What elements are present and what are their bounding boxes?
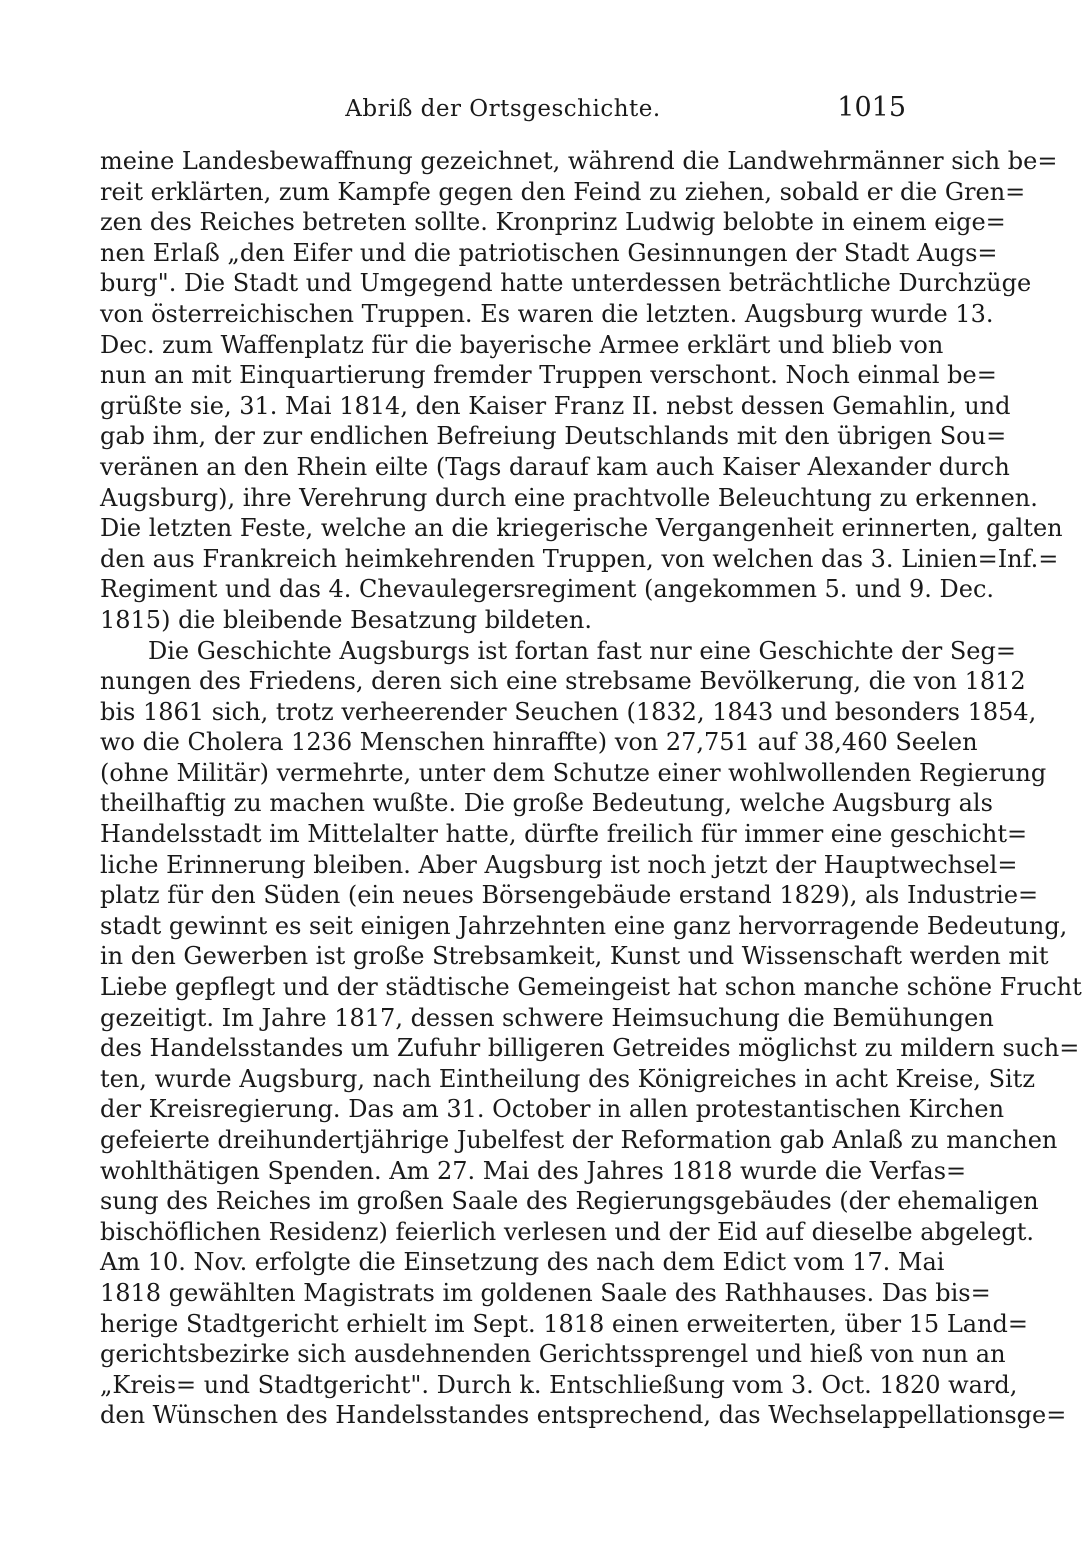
page-number: 1015 [837, 92, 906, 123]
text-line: grüßte sie, 31. Mai 1814, den Kaiser Franz II. nebst dessen Gemahlin, und [100, 391, 1011, 420]
text-line: bis 1861 sich, trotz verheerender Seuchen (1832, 1843 und besonders 1854, [100, 697, 1037, 726]
text-line: Liebe gepflegt und der städtische Gemeingeist hat schon manche schöne Frucht [100, 973, 1082, 1002]
text-line: 1815) die bleibende Besatzung bildeten. [100, 605, 592, 634]
text-line: bischöflichen Residenz) feierlich verlesen und der Eid auf dieselbe abgelegt. [100, 1217, 1034, 1246]
text-line: in den Gewerben ist große Strebsamkeit, Kunst und Wissenschaft werden mit [100, 942, 1049, 971]
text-line: zen des Reiches betreten sollte. Kronprinz Ludwig belobte in einem eige= [100, 208, 1006, 237]
text-line: (ohne Militär) vermehrte, unter dem Schutze einer wohlwollenden Regierung [100, 758, 1047, 787]
text-line: den Wünschen des Handelsstandes entsprechend, das Wechselappellationsge= [100, 1401, 1067, 1430]
text-line: Augsburg), ihre Verehrung durch eine prachtvolle Beleuchtung zu erkennen. [100, 483, 1038, 512]
text-line: Handelsstadt im Mittelalter hatte, dürfte freilich für immer eine geschicht= [100, 820, 1028, 849]
running-head [100, 92, 906, 132]
text-line: liche Erinnerung bleiben. Aber Augsburg ist noch jetzt der Hauptwechsel= [100, 850, 1018, 879]
text-line: nen Erlaß „den Eifer und die patriotischen Gesinnungen der Stadt Augs= [100, 238, 998, 267]
text-line: nun an mit Einquartierung fremder Truppen verschont. Noch einmal be= [100, 361, 997, 390]
text-line: veränen an den Rhein eilte (Tags darauf kam auch Kaiser Alexander durch [100, 452, 1010, 481]
text-line: theilhaftig zu machen wußte. Die große Bedeutung, welche Augsburg als [100, 789, 993, 818]
text-line: gerichtsbezirke sich ausdehnenden Gerichtssprengel und hieß von nun an [100, 1340, 1006, 1369]
text-line: des Handelsstandes um Zufuhr billigeren Getreides möglichst zu mildern such= [100, 1034, 1080, 1063]
text-line: von österreichischen Truppen. Es waren die letzten. Augsburg wurde 13. [100, 299, 994, 328]
running-title: Abriß der Ortsgeschichte. [345, 96, 661, 122]
text-line: reit erklärten, zum Kampfe gegen den Feind zu ziehen, sobald er die Gren= [100, 177, 1026, 206]
text-line: sung des Reiches im großen Saale des Regierungsgebäudes (der ehemaligen [100, 1187, 1039, 1216]
text-line: platz für den Süden (ein neues Börsengebäude erstand 1829), als Industrie= [100, 881, 1039, 910]
text-line: meine Landesbewaffnung gezeichnet, während die Landwehrmänner sich be= [100, 147, 1058, 175]
text-line: Am 10. Nov. erfolgte die Einsetzung des nach dem Edict vom 17. Mai [100, 1248, 945, 1277]
text-line: wo die Cholera 1236 Menschen hinraffte) von 27,751 auf 38,460 Seelen [100, 728, 978, 757]
text-line: gefeierte dreihundertjährige Jubelfest der Reformation gab Anlaß zu manchen [100, 1126, 1058, 1154]
text-line: Regiment und das 4. Chevaulegersregiment (angekommen 5. und 9. Dec. [100, 575, 995, 604]
text-line: gab ihm, der zur endlichen Befreiung Deutschlands mit den übrigen Sou= [100, 422, 1007, 451]
text-line: herige Stadtgericht erhielt im Sept. 1818 einen erweiterten, über 15 Land= [100, 1309, 1029, 1338]
text-line: stadt gewinnt es seit einigen Jahrzehnten eine ganz hervorragende Bedeutung, [100, 911, 1068, 940]
text-line: 1818 gewählten Magistrats im goldenen Saale des Rathhauses. Das bis= [100, 1278, 991, 1307]
text-line: Dec. zum Waffenplatz für die bayerische Armee erklärt und blieb von [100, 330, 944, 359]
text-line: den aus Frankreich heimkehrenden Truppen, von welchen das 3. Linien=Inf.= [100, 544, 1059, 573]
paragraph [100, 146, 1063, 636]
text-line: Die Geschichte Augsburgs ist fortan fast nur eine Geschichte der Seg= [148, 636, 1016, 665]
body-text [100, 146, 1082, 1431]
text-line: der Kreisregierung. Das am 31. October in allen protestantischen Kirchen [100, 1095, 1005, 1124]
text-line: wohlthätigen Spenden. Am 27. Mai des Jahres 1818 wurde die Verfas= [100, 1156, 967, 1185]
text-line: ten, wurde Augsburg, nach Eintheilung des Königreiches in acht Kreise, Sitz [100, 1064, 1035, 1093]
text-line: burg". Die Stadt und Umgegend hatte unterdessen beträchtliche Durchzüge [100, 269, 1032, 298]
text-line: nungen des Friedens, deren sich eine strebsame Bevölkerung, die von 1812 [100, 667, 1026, 696]
text-line: „Kreis= und Stadtgericht". Durch k. Entschließung vom 3. Oct. 1820 ward, [100, 1370, 1018, 1399]
paragraph [100, 636, 1082, 1431]
text-line: Die letzten Feste, welche an die kriegerische Vergangenheit erinnerten, galten [100, 514, 1063, 543]
text-line: gezeitigt. Im Jahre 1817, dessen schwere Heimsuchung die Bemühungen [100, 1003, 994, 1032]
